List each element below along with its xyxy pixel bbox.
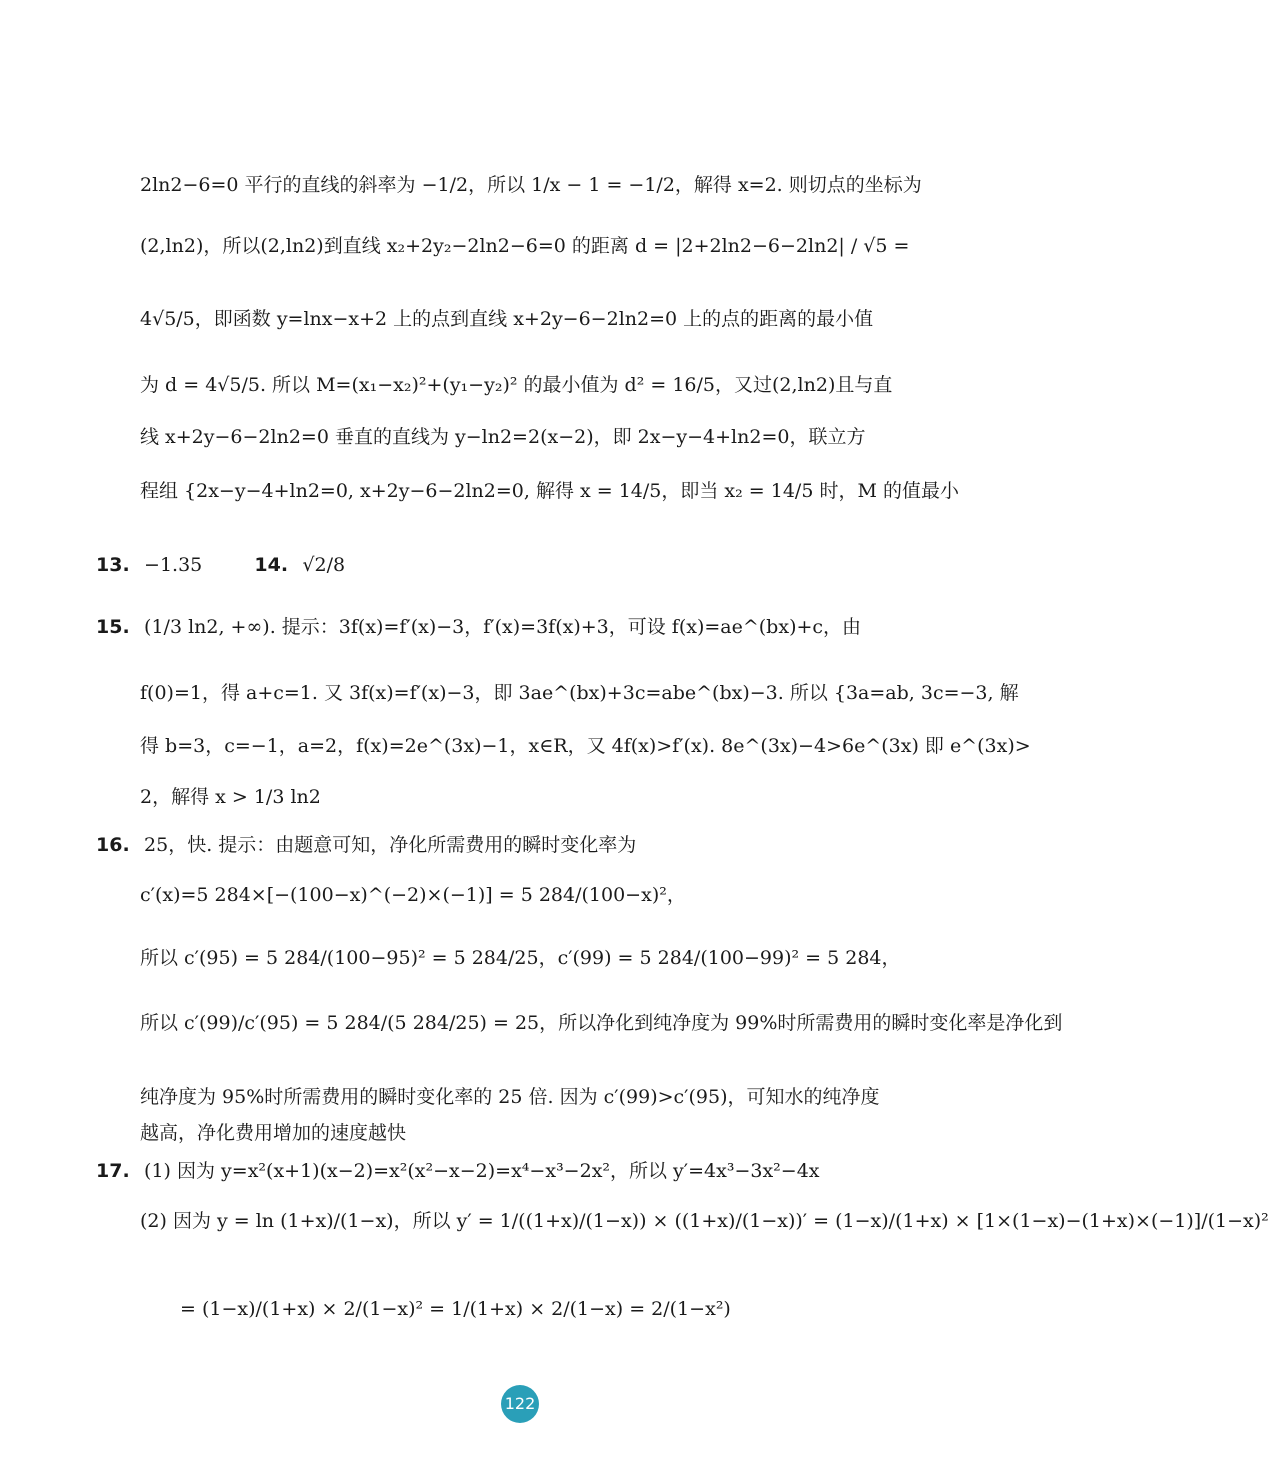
text-line: 4√5/5，即函数 y=lnx−x+2 上的点到直线 x+2y−6−2ln2=0 上的点的距离的最小值 bbox=[140, 308, 874, 330]
question-number: 13. bbox=[96, 554, 130, 576]
text-line: 得 b=3，c=−1，a=2，f(x)=2e^(3x)−1，x∈R，又 4f(x)>f′(x). 8e^(3x)−4>6e^(3x) 即 e^(3x)> bbox=[140, 735, 1031, 757]
text-line: (2,ln2)，所以(2,ln2)到直线 x₂+2y₂−2ln2−6=0 的距离 d = |2+2ln2−6−2ln2| / √5 = bbox=[140, 235, 910, 257]
answer-line-17 bbox=[96, 1158, 908, 1184]
question-number: 14. bbox=[254, 554, 289, 576]
text-line: = (1−x)/(1+x) × 2/(1−x)² = 1/(1+x) × 2/(1−x) = 2/(1−x²) bbox=[180, 1298, 731, 1320]
text-line: 所以 c′(95) = 5 284/(100−95)² = 5 284/25，c′(99) = 5 284/(100−99)² = 5 284， bbox=[140, 947, 901, 969]
answer-line-13-14 bbox=[96, 552, 908, 578]
text-line: (2) 因为 y = ln (1+x)/(1−x)，所以 y′ = 1/((1+x)/(1−x)) × ((1+x)/(1−x))′ = (1−x)/(1+x) × [1×(1−x)−(1+x)×(−1)]/(1−x)² bbox=[140, 1210, 1269, 1232]
text-line: 越高，净化费用增加的速度越快 bbox=[140, 1122, 407, 1144]
text-line: 线 x+2y−6−2ln2=0 垂直的直线为 y−ln2=2(x−2)，即 2x−y−4+ln2=0，联立方 bbox=[140, 426, 866, 448]
answer-text: (1) 因为 y=x²(x+1)(x−2)=x²(x²−x−2)=x⁴−x³−2x²，所以 y′=4x³−3x²−4x bbox=[144, 1160, 820, 1182]
text-line: f(0)=1，得 a+c=1. 又 3f(x)=f′(x)−3，即 3ae^(bx)+3c=abe^(bx)−3. 所以 {3a=ab, 3c=−3, 解 bbox=[140, 682, 1019, 704]
text-line: 为 d = 4√5/5. 所以 M=(x₁−x₂)²+(y₁−y₂)² 的最小值为 d² = 16/5，又过(2,ln2)且与直 bbox=[140, 374, 893, 396]
text-line: 所以 c′(99)/c′(95) = 5 284/(5 284/25) = 25，所以净化到纯净度为 99%时所需费用的瞬时变化率是净化到 bbox=[140, 1012, 1063, 1034]
answer-line-16 bbox=[96, 832, 908, 858]
text-line: 纯净度为 95%时所需费用的瞬时变化率的 25 倍. 因为 c′(99)>c′(95)，可知水的纯净度 bbox=[140, 1086, 880, 1108]
text-line: 2，解得 x > 1/3 ln2 bbox=[140, 786, 321, 808]
answer-text: 25，快. 提示：由题意可知，净化所需费用的瞬时变化率为 bbox=[144, 834, 637, 856]
text-line: c′(x)=5 284×[−(100−x)^(−2)×(−1)] = 5 284/(100−x)²， bbox=[140, 884, 686, 906]
question-number: 15. bbox=[96, 616, 130, 638]
question-number: 16. bbox=[96, 834, 130, 856]
answer-line-15 bbox=[96, 614, 908, 640]
answer-13: −1.35 bbox=[144, 554, 203, 576]
answer-14: √2/8 bbox=[302, 554, 346, 576]
answer-text: (1/3 ln2, +∞). 提示：3f(x)=f′(x)−3，f′(x)=3f(x)+3，可设 f(x)=ae^(bx)+c，由 bbox=[144, 616, 862, 638]
text-line: 程组 {2x−y−4+ln2=0, x+2y−6−2ln2=0, 解得 x = 14/5，即当 x₂ = 14/5 时，M 的值最小 bbox=[140, 480, 959, 502]
page-number-badge: 122 bbox=[501, 1385, 539, 1423]
text-line: 2ln2−6=0 平行的直线的斜率为 −1/2，所以 1/x − 1 = −1/2，解得 x=2. 则切点的坐标为 bbox=[140, 174, 922, 196]
question-number: 17. bbox=[96, 1160, 130, 1182]
